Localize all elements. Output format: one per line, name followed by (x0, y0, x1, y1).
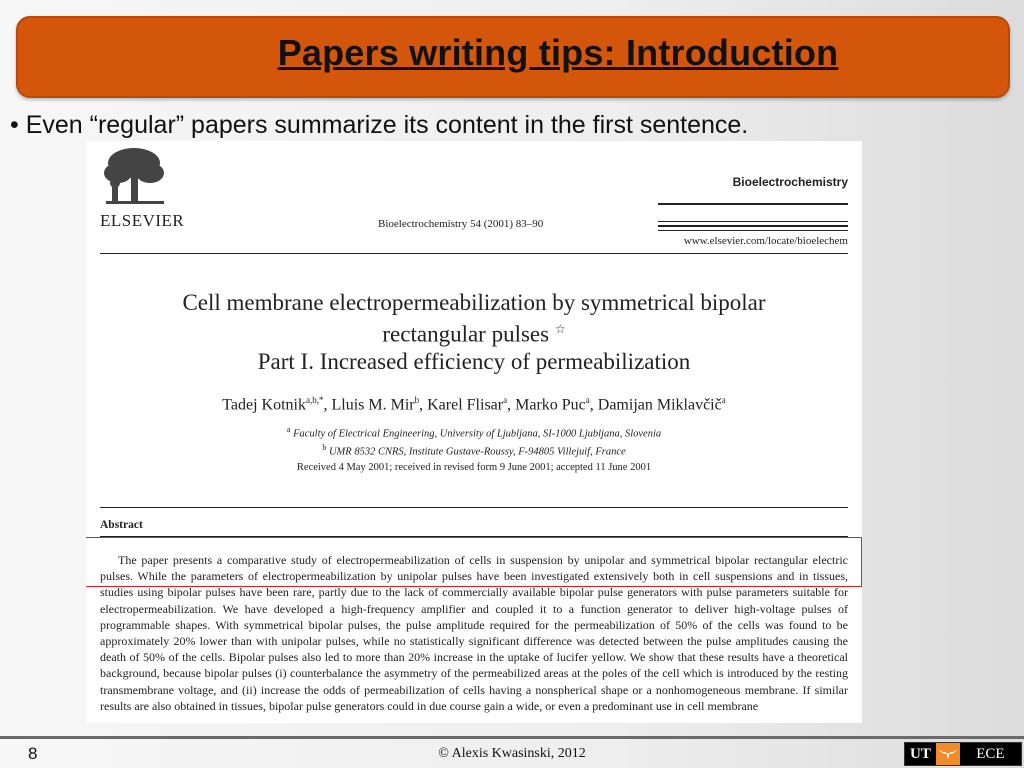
header-rule-2 (658, 225, 848, 227)
longhorn-icon (936, 743, 960, 765)
author-affil-mark: b (414, 395, 420, 405)
affiliation-a-mark: a (286, 425, 291, 434)
elsevier-tree-logo-icon (100, 145, 168, 209)
slide-title: Papers writing tips: Introduction (277, 32, 839, 73)
corresponding-author-mark: * (319, 395, 324, 405)
affiliation-b-mark: b (322, 442, 327, 452)
author-affil-mark: a (721, 395, 726, 405)
affiliation-a: Faculty of Electrical Engineering, University of Ljubljana, SI-1000 Ljubljana, Slovenia (293, 428, 662, 440)
first-sentence-highlight (86, 537, 862, 587)
journal-reference: Bioelectrochemistry 54 (2001) 83–90 (378, 218, 544, 230)
author-name: Lluis M. Mir (331, 396, 415, 414)
paper-title-line1: Cell membrane electropermeabilization by symmetrical bipolar (182, 290, 766, 315)
affiliations (86, 423, 862, 458)
author-list: Tadej Kotnik$^{a,b,*}$, Lluis M. Mir$^b$, Karel Flisar$^a$, Marko Puc$^a$, Damijan Miklavčič$^a$ (222, 395, 726, 414)
author-name: Marko Puc (515, 396, 586, 414)
abstract-text: The paper presents a comparative study of electropermeabilization of cells in suspension by unipolar and symmetrical bipolar rectangular electric pulses. While the parameters of electropermeabilization by unipolar pulses have been investigated extensively both in cell suspensions and in tissues, studies using bipolar pulses have been rare, partly due to the lack of commercially available bipolar pulse generators with pulse parameters suitable for electropermeabilization. We have developed a high-frequency amplifier and coupled it to a function generator to deliver high-voltage pulses of programmable shapes. With symmetrical bipolar pulses, the pulse amplitude required for the permeabilization of 50% of the cells was found to be approximately 20% lower than with unipolar pulses, while no statistically significant difference was detected between the pulse amplitudes causing the death of 50% of the cells. Bipolar pulses also led to more than 20% increase in the uptake of lucifer yellow. We show that these results have a theoretical background, because bipolar pulses (i) counterbalance the asymmetry of the permeabilized areas at the poles of the cell which is introduced by the resting transmembrane voltage, and (ii) increase the odds of permeabilization of cells having a nonspherical shape or a nonhomogeneous membrane. If similar results are also obtained in tissues, bipolar pulse generators could in due course gain a wide, or even a predominant use in cell membrane (100, 553, 848, 713)
abstract-heading: Abstract (100, 519, 143, 531)
bullet-point: • Even “regular” papers summarize its content in the first sentence. (10, 111, 749, 139)
paper-title-line2: rectangular pulses (382, 321, 550, 347)
footer-copyright: © Alexis Kwasinski, 2012 (438, 746, 586, 761)
header-rule-1 (658, 221, 848, 222)
author-name: Damijan Miklavčič (597, 396, 722, 414)
abstract-rule-top (100, 507, 848, 508)
publisher-logo-text: ELSEVIER (100, 211, 185, 230)
ut-ece-logo (904, 742, 1022, 766)
ut-logo-text: UT (905, 743, 936, 765)
author-affil-mark: a,b, (306, 395, 319, 405)
author-name: Tadej Kotnik (222, 396, 306, 414)
journal-name: Bioelectrochemistry (732, 175, 848, 189)
ece-logo-text: ECE (960, 743, 1021, 765)
author-affil-mark: a (585, 395, 590, 405)
affiliation-b: UMR 8532 CNRS, Institute Gustave-Roussy, F-94805 Villejuif, France (328, 446, 626, 457)
author-affil-mark: a (503, 395, 508, 405)
received-dates: Received 4 May 2001; received in revised form 9 June 2001; accepted 11 June 2001 (296, 462, 652, 473)
header-rule-3 (658, 230, 848, 231)
title-banner (16, 16, 1010, 98)
header-rule-full (100, 253, 848, 254)
author-name: Karel Flisar (427, 396, 504, 414)
journal-url: www.elsevier.com/locate/bioelechem (683, 235, 848, 247)
footnote-star: ☆ (554, 322, 566, 336)
footer-divider (0, 736, 1024, 739)
header-rule-top (658, 203, 848, 205)
paper-screenshot (86, 141, 862, 723)
paper-title-line3: Part I. Increased efficiency of permeabilization (257, 348, 691, 374)
paper-title (86, 289, 862, 375)
slide-number: 8 (28, 744, 38, 763)
